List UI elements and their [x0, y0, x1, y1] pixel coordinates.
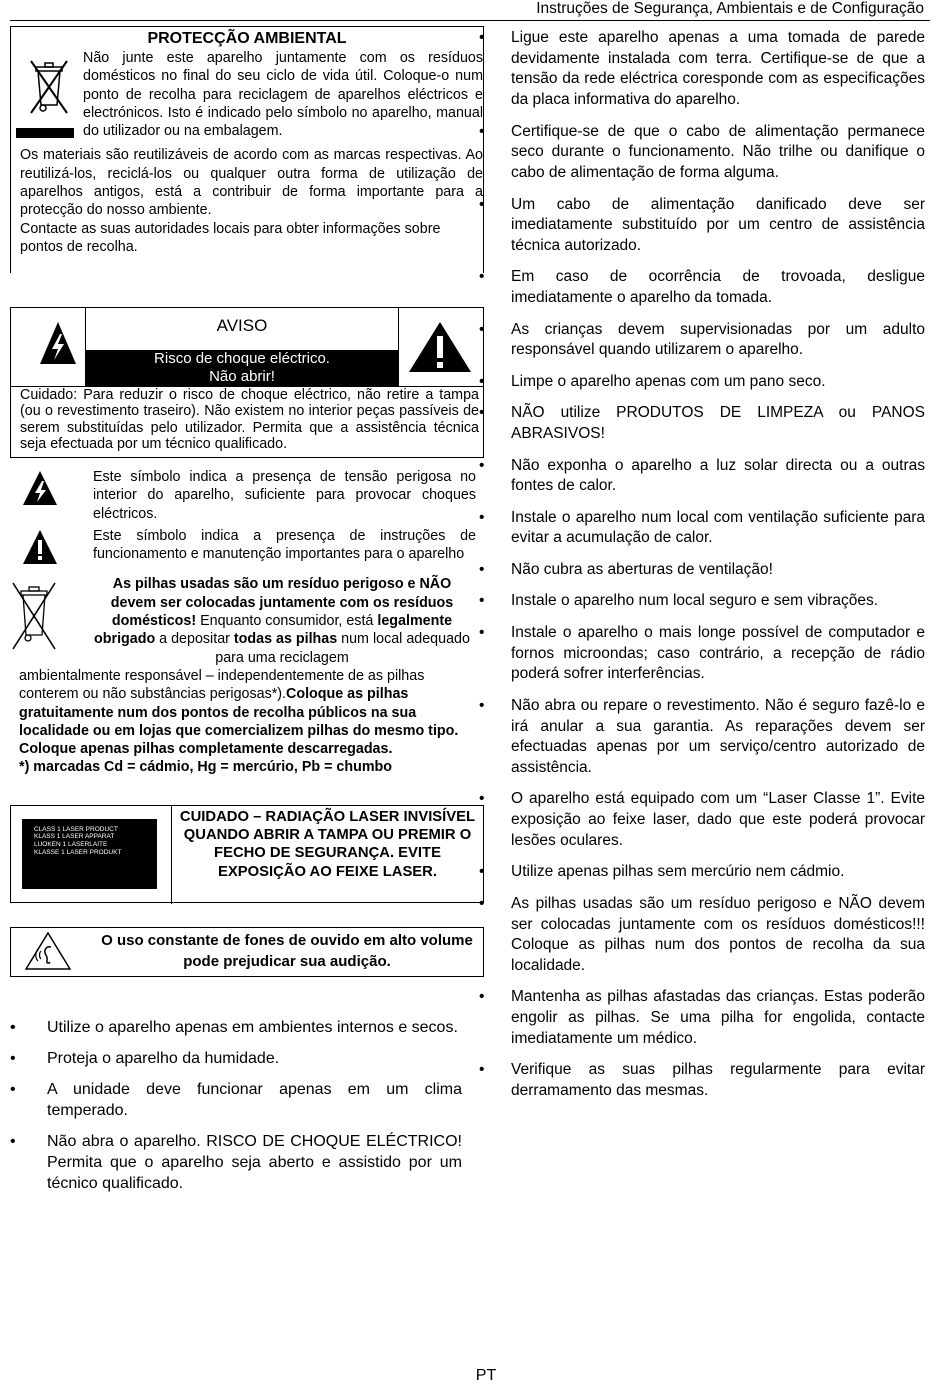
list-item: • Utilize apenas pilhas sem mercúrio nem cádmio.	[511, 862, 925, 883]
symbol-explanation-2	[10, 527, 484, 564]
list-item: • NÃO utilize PRODUTOS DE LIMPEZA ou PANOS ABRASIVOS!	[511, 403, 925, 444]
right-bullet-list	[511, 28, 925, 1102]
warning-title: AVISO	[216, 316, 268, 335]
list-item: • O aparelho está equipado com um “Laser Classe 1”. Evite exposição ao feixe laser, dado que este poderá provocar lesões oculares.	[511, 789, 925, 851]
list-item: • Em caso de ocorrência de trovoada, desligue imediatamente o aparelho da tomada.	[511, 267, 925, 308]
list-item: • As pilhas usadas são um resíduo perigoso e NÃO devem ser colocadas juntamente com os resíduos domésticos!!! Coloque as pilhas num dos pontos de recolha da sua localidade.	[511, 894, 925, 977]
list-item: • Proteja o aparelho da humidade.	[10, 1049, 462, 1070]
warning-bar-line-2: Não abrir!	[209, 368, 275, 385]
list-item: • Não abra o aparelho. RISCO DE CHOQUE ELÉCTRICO! Permita que o aparelho seja aberto e assistido por um técnico qualificado.	[10, 1132, 462, 1194]
symbol-explanation-1	[10, 468, 484, 523]
hearing-warning-text: O uso constante de fones de ouvido em alto volume pode prejudicar sua audição.	[101, 931, 473, 971]
ear-warning-icon	[25, 931, 71, 971]
list-item: • A unidade deve funcionar apenas em um clima temperado.	[10, 1080, 462, 1121]
laser-label-line: KLASS 1 LASER APPARAT	[34, 833, 115, 841]
bin-underline-bar	[16, 128, 74, 138]
battery-bold-6: *) marcadas Cd = cádmio, Hg = mercúrio, Pb = chumbo	[19, 759, 393, 776]
laser-label-line: LUOKEN 1 LASERLAITE	[34, 840, 108, 848]
list-item: • Utilize o aparelho apenas em ambientes internos e secos.	[10, 1018, 462, 1039]
laser-warning-box	[10, 805, 484, 903]
exclamation-triangle-icon	[22, 529, 58, 565]
list-item: • As crianças devem supervisionadas por um adulto responsável quando utilizarem o aparelho.	[511, 320, 925, 361]
laser-label-line: KLASSE 1 LASER PRODUKT	[34, 848, 122, 856]
battery-notice	[10, 575, 484, 776]
battery-bold-3: todas as pilhas	[233, 631, 338, 648]
list-item: • Instale o aparelho o mais longe possível de computador e fornos microondas; caso contrário, a recepção de rádio poderá sofrer interferências.	[511, 623, 925, 685]
symbol-1-text: Este símbolo indica a presença de tensão perigosa no interior do aparelho, suficiente para provocar choques eléctricos.	[93, 469, 476, 522]
battery-bold-5: Coloque apenas pilhas completamente descarregadas.	[19, 741, 393, 758]
hearing-warning-box	[10, 927, 484, 977]
list-item: • Certifique-se de que o cabo de alimentação permanece seco durante o funcionamento. Não trilhe ou danifique o cabo de alimentação de forma alguma.	[511, 122, 925, 184]
lightning-warning-icon	[39, 320, 77, 366]
battery-intro	[10, 575, 484, 666]
right-column	[511, 28, 925, 1113]
environment-title: PROTECÇÃO AMBIENTAL	[147, 30, 347, 47]
laser-label-line: CLASS 1 LASER PRODUCT	[34, 825, 118, 833]
page-language-label: PT	[475, 1367, 497, 1384]
environment-paragraph-1: Não junte este aparelho juntamente com os resíduos domésticos no final do seu ciclo de vida útil. Coloque-o num ponto de recolha para reciclagem de aparelhos eléctricos e electrónicos. Isto é indicado pelo símbolo no aparelho, manual do utilizador ou na embalagem.	[83, 50, 483, 140]
environment-paragraph-3: Contacte as suas autoridades locais para obter informações sobre pontos de recolha.	[20, 220, 441, 255]
list-item: • Não exponha o aparelho a luz solar directa ou a outras fontes de calor.	[511, 456, 925, 497]
lightning-triangle-icon	[22, 470, 58, 506]
header-rule	[10, 20, 930, 21]
list-item: • Não cubra as aberturas de ventilação!	[511, 560, 925, 581]
warning-center	[85, 308, 399, 386]
laser-class-label	[22, 819, 157, 889]
list-item: • Instale o aparelho num local com ventilação suficiente para evitar a acumulação de calor.	[511, 508, 925, 549]
environment-paragraph-2: Os materiais são reutilizáveis de acordo com as marcas respectivas. Ao reutilizá-los, reciclá-los ou qualquer outra forma de utilização de aparelhos antigos, está a contribuir de forma importante para a protecção do nosso ambiente.	[20, 147, 483, 219]
battery-normal-3: num local adequado para uma reciclagem	[215, 631, 470, 666]
page-header-title: Instruções de Segurança, Ambientais e de Configuração	[536, 0, 924, 17]
list-item: • Limpe o aparelho apenas com um pano seco.	[511, 372, 925, 393]
list-item: • Mantenha as pilhas afastadas das crianças. Estas poderão engolir as pilhas. Se uma pilha for engolida, contacte imediatamente um médico.	[511, 987, 925, 1049]
battery-bold-1: As pilhas usadas são um resíduo perigoso e NÃO devem ser colocadas juntamente com os resíduos domésticos!	[110, 576, 454, 630]
warning-box	[10, 307, 484, 387]
battery-bold-2: legalmente obrigado	[94, 613, 453, 648]
list-item: • Instale o aparelho num local seguro e sem vibrações.	[511, 591, 925, 612]
left-column	[10, 26, 484, 977]
symbol-2-text: Este símbolo indica a presença de instruções de funcionamento e manutenção importantes para o aparelho	[93, 527, 476, 563]
left-bullet-list-container	[10, 1018, 462, 1205]
battery-normal-4: ambientalmente responsável – independentemente de as pilhas conterem ou não substâncias perigosas*).	[19, 667, 425, 703]
caution-text: Cuidado: Para reduzir o risco de choque eléctrico, não retire a tampa (ou o revestimento traseiro). Não existem no interior peças passíveis de serem substituídas pelo utilizador. Permita que a assistência técnica seja efectuada por um técnico qualificado.	[10, 387, 484, 458]
warning-bar-line-1: Risco de choque eléctrico.	[154, 350, 330, 367]
battery-continuation	[10, 667, 484, 740]
list-item: • Não abra ou repare o revestimento. Não é seguro fazê-lo e irá anular a sua garantia. As reparações devem ser efectuadas apenas por um serviço/centro autorizado de assistência.	[511, 696, 925, 779]
laser-warning-text: CUIDADO – RADIAÇÃO LASER INVISÍVEL QUANDO ABRIR A TAMPA OU PREMIR O FECHO DE SEGURANÇA. EVITE EXPOSIÇÃO AO FEIXE LASER.	[171, 806, 483, 904]
battery-bold-4: Coloque as pilhas gratuitamente num dos pontos de recolha públicos na sua localidade ou em lojas que comercializem pilhas do mesmo tipo.	[19, 686, 459, 739]
crossed-bin-icon	[27, 55, 71, 117]
battery-normal-2: a depositar	[155, 631, 234, 648]
battery-normal-1: Enquanto consumidor, está	[196, 613, 378, 630]
environment-section	[10, 26, 484, 273]
list-item: • Ligue este aparelho apenas a uma tomada de parede devidamente instalada com terra. Certifique-se de que a tensão da rede eléctrica coresponde com as especificações da placa informativa do aparelho.	[511, 28, 925, 111]
warning-bar	[86, 350, 398, 386]
list-item: • Verifique as suas pilhas regularmente para evitar derramamento das mesmas.	[511, 1060, 925, 1101]
exclamation-warning-icon	[407, 320, 473, 374]
left-bullet-list	[10, 1018, 462, 1194]
crossed-bin-battery-icon	[10, 575, 58, 655]
list-item: • Um cabo de alimentação danificado deve ser imediatamente substituído por um centro de assistência técnica autorizado.	[511, 195, 925, 257]
